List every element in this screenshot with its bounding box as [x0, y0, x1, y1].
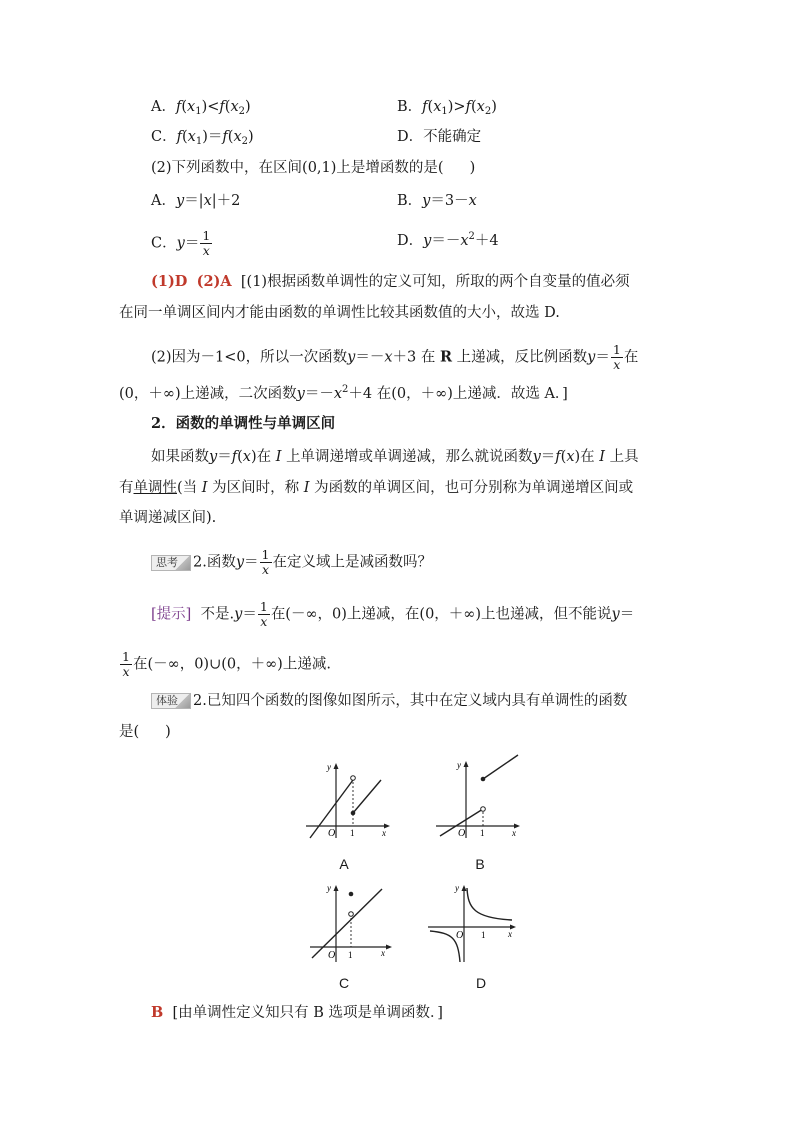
graph-b-tick: 1 [480, 828, 485, 838]
graph-c-tick: 1 [348, 950, 353, 960]
graph-a-y-label: y [327, 762, 331, 772]
graph-b-right-branch [483, 755, 518, 779]
section-p3: 单调递减区间). [119, 510, 217, 526]
graph-d [424, 878, 524, 964]
think-question: 思考 2.函数y＝ $\frac{1}{x}$ 在定义域上是减函数吗？ [151, 548, 432, 577]
graph-c-open-point [349, 912, 354, 917]
practice-question-line2: 是( ) [119, 724, 171, 740]
graph-a-closed-point [351, 811, 356, 816]
graph-a-origin: O [328, 828, 336, 839]
graph-b-closed-point [481, 777, 486, 782]
q2-option-d: D．$y=-x^2+4$ [397, 231, 499, 249]
graph-c-caption: C [338, 975, 350, 991]
q2-option-c: C．y＝ $\frac{1}{x}$ [151, 228, 211, 258]
section-heading: 2．函数的单调性与单调区间 [151, 415, 336, 432]
q1-option-d: D．不能确定 [397, 129, 482, 145]
practice-question-line1: 体验 2.已知四个函数的图像如图所示，其中在定义域内具有单调性的函数 [151, 691, 627, 711]
graph-c-closed-point [349, 892, 354, 897]
graph-d-tick: 1 [481, 930, 486, 940]
graph-a-x-label: x [382, 828, 386, 838]
graph-a [302, 758, 398, 840]
think-hint-line2: $\frac{1}{x}$ 在(－∞，0)∪(0，＋∞)上递减. [122, 649, 331, 679]
graph-a-open-point [351, 776, 356, 781]
graph-b-origin: O [458, 828, 466, 839]
answer1-line3: (2)因为－1<0，所以一次函数y＝－x＋3 在 R 上递减，反比例函数y＝ $\frac{1}{x}$ 在 [151, 342, 639, 372]
q2-option-b: B．y＝3－x [397, 193, 477, 209]
answer1-line4: (0，＋∞)上递减，二次函数$y=-x^2+4$ 在(0，＋∞)上递减．故选 A．] [119, 384, 568, 402]
q2-option-a: A．y＝|x|＋2 [151, 193, 241, 209]
practice-tag: 体验 [151, 693, 191, 709]
graph-d-caption: D [475, 975, 487, 991]
graph-d-x-label: x [508, 929, 512, 939]
graph-b [432, 752, 528, 840]
graph-c-origin: O [328, 950, 336, 961]
section-p1: 如果函数y＝f(x)在 I 上单调递增或单调递减，那么就说函数y＝f(x)在 I 上具 [151, 449, 639, 465]
graph-c-x-label: x [381, 948, 385, 958]
graph-d-y-label: y [455, 883, 459, 893]
graph-c-line [312, 889, 382, 958]
graph-c-y-label: y [327, 883, 331, 893]
q1-option-c: C．$f(x_1)=f(x_2)$ [151, 129, 254, 147]
graph-a-caption: A [339, 856, 349, 872]
graph-a-right-branch [353, 780, 381, 813]
answer1-line1: (1)D (2)A [(1)根据函数单调性的定义可知，所取的两个自变量的值必须 [151, 273, 630, 290]
graph-c [306, 878, 402, 964]
answer1-line2: 在同一单调区间内才能由函数的单调性比较其函数值的大小，故选 D. [119, 305, 560, 321]
graph-b-open-point [481, 807, 486, 812]
practice-answer: B [由单调性定义知只有 B 选项是单调函数．] [151, 1004, 443, 1021]
graph-a-tick: 1 [350, 828, 355, 838]
graph-b-caption: B [475, 856, 485, 872]
think-hint-line1: [提示] 不是.y＝ $\frac{1}{x}$ 在(－∞，0)上递减，在(0，＋∞)上也递减，但不能说y＝ [151, 599, 635, 629]
q2-stem: (2)下列函数中，在区间(0,1)上是增函数的是( ) [151, 160, 476, 176]
q1-option-b: B．$f(x_1)>f(x_2)$ [397, 99, 497, 117]
graph-b-x-label: x [512, 828, 516, 838]
graph-d-right-branch [467, 888, 512, 920]
section-p2: 有单调性(当 I 为区间时，称 I 为函数的单调区间，也可分别称为单调递增区间或 [119, 480, 634, 496]
graph-d-origin: O [456, 930, 464, 941]
graph-b-y-label: y [457, 760, 461, 770]
q1-option-a: A．$f(x_1)<f(x_2)$ [151, 99, 251, 117]
think-tag: 思考 [151, 555, 191, 571]
